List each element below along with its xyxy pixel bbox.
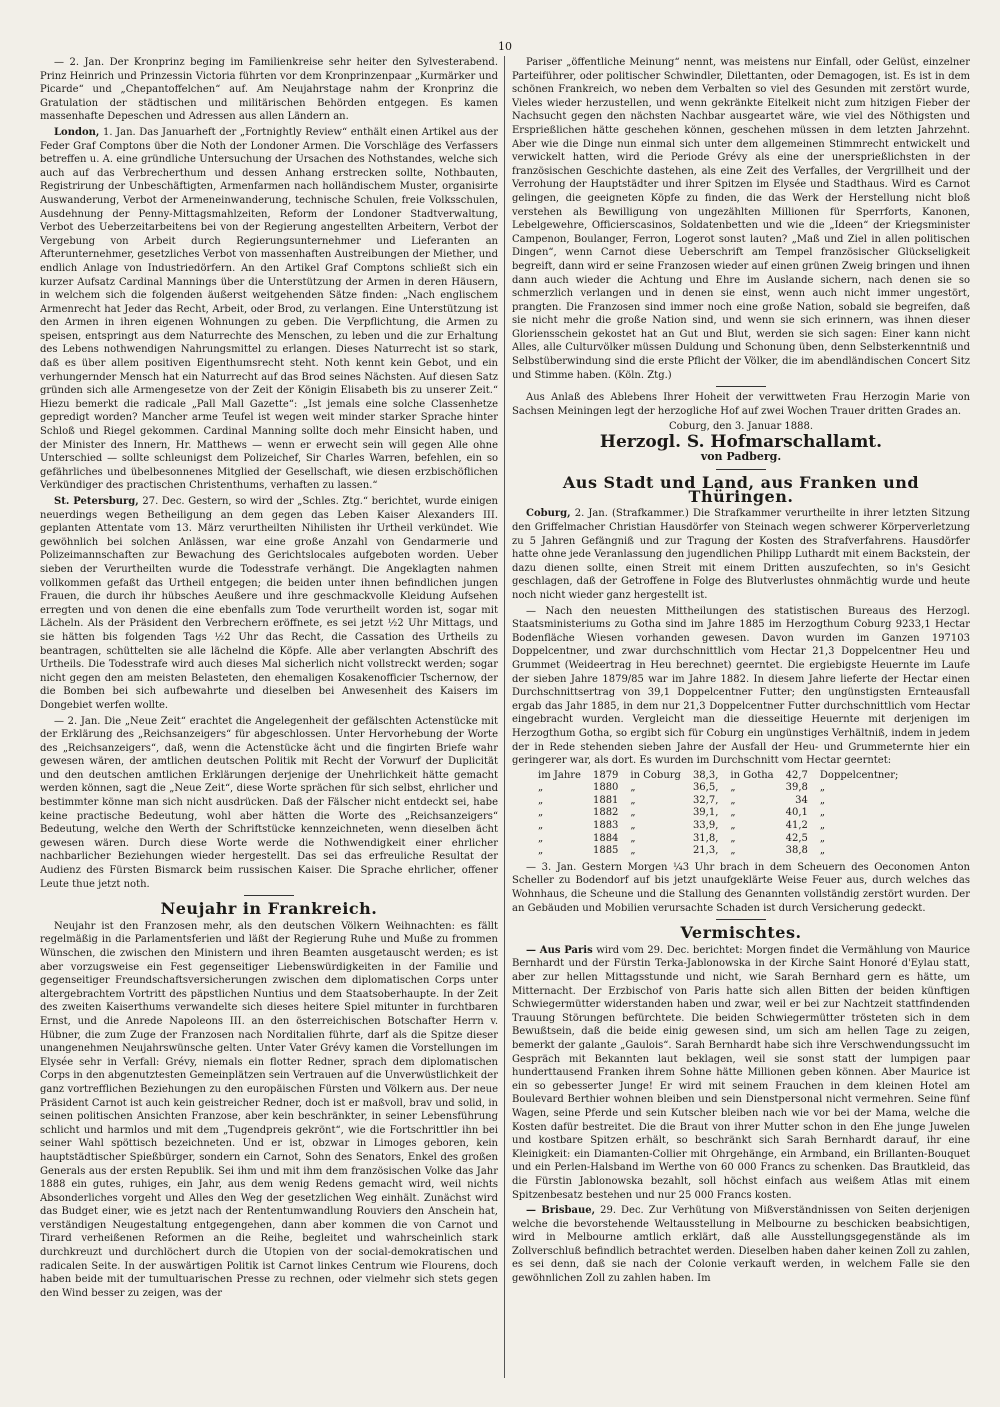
table-cell: 21,3, bbox=[692, 845, 719, 857]
section-heading-vermischtes: Vermischtes. bbox=[680, 923, 802, 943]
table-cell: 1880 bbox=[592, 782, 619, 794]
article-fire: — 3. Jan. Gestern Morgen ¼3 Uhr brach in dem Scheuern des Oeconomen Anton Scheller zu Bodendorf auf bis jetzt unaufgeklärte Weise Feuer aus, durch welches das Wohnhaus, die Scheune und die Stallung des Genannten vollständig zerstört wurden. Der an Gebäuden und Mobilien verursachte Schaden ist durch Versicherung gedeckt. bbox=[512, 861, 970, 914]
table-cell: 1879 bbox=[592, 769, 619, 781]
article-kronprinz: — 2. Jan. Der Kronprinz beging im Familienkreise sehr heiter den Sylvesterabend. Prinz Heinrich und Prinzessin Victoria führten vor dem Kronprinzenpaar „Kurmärker und Picarde“ und „Chepantoffelchen“ auf. Am Neujahrstage nahm der Kronprinz die Gratulation der städtischen und militärischen Behörden entgegen. Es kamen massenhafte Depeschen und Adressen aus allen Ländern an. bbox=[40, 57, 498, 123]
table-cell: „ bbox=[730, 782, 736, 794]
table-cell: 40,1 bbox=[785, 807, 808, 819]
notice-signature-name: von Padberg. bbox=[700, 449, 782, 463]
table-cell: 1885 bbox=[592, 845, 619, 857]
table-cell: „ bbox=[730, 794, 736, 806]
dateline-petersburg: St. Petersburg, bbox=[54, 496, 139, 507]
table-cell: „ bbox=[819, 807, 826, 819]
table-cell: „ bbox=[730, 807, 736, 819]
table-cell: „ bbox=[819, 794, 826, 806]
article-coburg bbox=[512, 507, 970, 602]
dateline-brisbane: — Brisbaue, bbox=[526, 1205, 596, 1217]
table-cell: Doppelcentner; bbox=[819, 769, 899, 781]
dateline-paris: — Aus Paris bbox=[526, 944, 593, 956]
article-neue-zeit: — 2. Jan. Die „Neue Zeit“ erachtet die Angelegenheit der gefälschten Actenstücke mit der Erklärung des „Reichsanzeigers“ für abgeschlossen. Unter Hervorhebung der Worte des „Reichsanzeigers“, daß, wenn die Actenstücke ächt und die fingirten Briefe wahr gewesen wären, der amtlichen deutschen Politik mit Recht der Vorwurf der Duplicität und den deutschen amtlichen Erklärungen derjenige der Unehrlichkeit hätte gemacht werden können, sagt die „Neue Zeit“, diese Worte sprächen für sich selbst, ehrlicher und bestimmter könne man sich nicht ausdrücken. Daß der Fälscher nicht entdeckt sei, habe keine practische Bedeutung, wohl aber hätten die Worte des „Reichsanzeigers“ Bedeutung, welche den Werth der Schriftstücke kennzeichneten, wenn dieselben ächt gewesen wären. Durch diese Worte werde die Nothwendigkeit einer ehrlicher nachbarlicher Beziehungen wieder hergestellt. Das sei das erfreuliche Resultat der Audienz des Fürsten Bismarck beim russischen Kaiser. Die Sprache ehrlicher, offener Leute thue jetzt noth. bbox=[40, 715, 498, 890]
table-cell: „ bbox=[538, 807, 544, 819]
table-cell: 42,7 bbox=[785, 769, 808, 781]
article-london bbox=[40, 126, 498, 493]
table-cell: „ bbox=[538, 794, 544, 806]
table-cell: 32,7, bbox=[692, 794, 719, 806]
section-heading-neujahr: Neujahr in Frankreich. bbox=[160, 899, 378, 919]
table-cell: „ bbox=[630, 832, 636, 844]
column-rule bbox=[504, 56, 505, 1378]
article-heuernte: — Nach den neuesten Mittheilungen des statistischen Bureaus des Herzogl. Staatsministeriums zu Gotha sind im Jahre 1885 im Herzogthum Coburg 9233,1 Hectar Bodenfläche Wiesen vorhanden gewesen. Davon wurden im Ganzen 197103 Doppelcentner, und zwar durchschnittlich vom Hectar 21,3 Doppelcentner Heu und Grummet (Weideertrag in Heu berechnet) geerntet. Die ergiebigste Heuernte im Laufe der sieben Jahre 1879/85 war im Jahre 1882. In diesem Jahre lieferte der Hectar einen Durchschnittsertrag von 39,1 Doppelcentner Futter; den ungünstigsten Ernteausfall ergab das Jahr 1885, in dem nur 21,3 Doppelcentner Futter durchschnittlich vom Hectar eingebracht wurden. Vergleicht man die diesseitige Heuernte mit derjenigen im Herzogthum Gotha, so ergibt sich für Coburg ein ungünstiges Verhältniß, indem in jedem der in Rede stehenden sieben Jahre der Ausfall der Heu- und Grummeternte hier ein geringerer war, als dort. Es wurden im Durchschnitt vom Hectar geerntet: bbox=[512, 605, 970, 767]
notice-mourning: Aus Anlaß des Ablebens Ihrer Hoheit der verwittweten Frau Herzogin Marie von Sachsen Meiningen legt der herzogliche Hof auf zwei Wochen Trauer dritten Grades an. bbox=[512, 392, 970, 417]
table-cell: „ bbox=[819, 845, 826, 857]
dateline-london: London, bbox=[54, 126, 100, 138]
table-cell: 1883 bbox=[592, 820, 619, 832]
table-cell: „ bbox=[538, 820, 544, 832]
table-cell: 1884 bbox=[592, 832, 619, 844]
table-cell: „ bbox=[538, 845, 544, 857]
table-cell: 34 bbox=[795, 794, 808, 806]
table-row bbox=[532, 770, 904, 783]
table-cell: „ bbox=[630, 807, 636, 819]
article-brisbane bbox=[512, 1204, 970, 1286]
table-cell: 1881 bbox=[592, 794, 619, 806]
table-cell: 38,3, bbox=[692, 769, 719, 781]
article-petersburg-text: 27. Dec. Gestern, so wird der „Schles. Ztg.“ berichtet, wurde einigen neuerdings wegen Betheiligung an dem gegen das Leben Kaiser Alexanders III. geplanten Attentate vom 13. März verurtheilten Nihilisten ihr Urtheil verkündet. Wie gewöhnlich bei solchen Anlässen, war eine große Anzahl von Gendarmerie und Polizeimannschaften zur Bewachung des Gerichtslocales aufgeboten worden. Ueber sieben der Verurtheilten wurde die Todesstrafe verhängt. Die Angeklagten nahmen vollkommen gefaßt das Urtheil entgegen; die beiden unter ihnen befindlichen jungen Frauen, die durch ihr hübsches Aeußere und ihre geschmackvolle Kleidung Aufsehen erregten und von denen die eine ebenfalls zum Tode verurtheilt worden ist, sogar mit Lächeln. Als der Präsident den Verbrechern eröffnete, es sei jetzt ½2 Uhr Mittags, und sie hätten bis folgenden Tags ½2 Uhr das Recht, die Cassation des Urtheils zu beantragen, schüttelten sie alle lächelnd die Köpfe. Alle aber verlangten Abschrift des Urtheils. Die Todesstrafe wird auch dieses Mal sicherlich nicht vollstreckt werden; sogar nicht gegen den am meisten Belasteten, den ehemaligen Kosakenofficier Tschernow, der die Bomben bei sich aufbewahrte und dieselben bei Anwesenheit des Kaisers im Dongebiet werfen wollte. bbox=[40, 496, 498, 711]
table-cell: „ bbox=[630, 794, 636, 806]
table-cell: „ bbox=[730, 820, 736, 832]
table-cell: „ bbox=[538, 832, 544, 844]
article-paris bbox=[512, 944, 970, 1202]
table-row bbox=[532, 782, 904, 795]
table-cell: „ bbox=[819, 832, 826, 844]
table-row bbox=[532, 845, 904, 858]
table-cell: 1882 bbox=[592, 807, 619, 819]
table-cell: „ bbox=[538, 782, 544, 794]
table-cell: 33,9, bbox=[692, 820, 719, 832]
table-cell: 41,2 bbox=[785, 820, 808, 832]
left-column bbox=[40, 56, 498, 1378]
table-cell: „ bbox=[819, 782, 826, 794]
table-cell: „ bbox=[730, 845, 736, 857]
table-cell: „ bbox=[730, 832, 736, 844]
table-row bbox=[532, 807, 904, 820]
table-cell: „ bbox=[630, 845, 636, 857]
table-row bbox=[532, 795, 904, 808]
notice-signature: Herzogl. S. Hofmarschallamt. bbox=[599, 432, 883, 453]
article-neujahr: Neujahr ist den Franzosen mehr, als den deutschen Völkern Weihnachten: es fällt regelmäßig in die Parlamentsferien und läßt der Regierung Ruhe und Muße zu frommen Wünschen, die zwischen den Ministern und ihren Beamten ausgetauscht werden; es ist aber vorzugsweise ein Fest gegenseitiger Liebenswürdigkeiten in der Familie und gegenseitiger Freundschaftsversicherungen zwischen dem diplomatischen Corps unter altergebrachtem Vortritt des päpstlichen Nuntius und dem Staatsoberhaupte. In der Zeit des zweiten Kaiserthums verwandelte sich dieses heitere Spiel mitunter in furchtbaren Ernst, und die Anrede Napoleons III. an den österreichischen Botschafter Herrn v. Hübner, die zum Zuge der Franzosen nach Norditalien führte, darf als die Spitze dieser unangenehmen Neujahrswünsche gelten. Unter Vater Grévy kamen die Vorstellungen im Elysée sehr in Verfall: Grévy, niemals ein flotter Redner, sprach dem diplomatischen Corps in den abgenutztesten Gemeinplätzen sein Vertrauen auf die Unverwüstlichkeit der ganz vortrefflichen Beziehungen zu den europäischen Fürsten und Völkern aus. Der neue Präsident Carnot ist auch kein geistreicher Redner, doch ist er maßvoll, brav und solid, in seinen politischen Ansichten Franzose, aber kein beschränkter, in seiner Lebensführung schlicht und harmlos und mit dem „Tugendpreis gekrönt“, wie die Fortschrittler ihn bei seiner Wahl spöttisch bezeichneten. Und er ist, obzwar in Limoges geboren, kein hauptstädtischer Spießbürger, sondern ein Carnot, Sohn des Senators, Enkel des großen Generals aus der ersten Republik. Sei ihm und mit ihm dem französischen Volke das Jahr 1888 ein gutes, ruhiges, ein Jahr, aus dem wenig Redens gemacht wird, weil nichts Absonderliches vorgeht und Alles den Weg der gesetzlichen Weg einhält. Zunächst wird das Budget einer, wie es jetzt nach der Rententumwandlung Rouviers den Anschein hat, verständigen Neugestaltung entgegengehen, dann aber kommen die von Carnot und Tirard verheißenen Reformen an die Reihe, begleitet und wahrscheinlich stark durchkreuzt und durchlöchert durch die Utopien von der social-demokratischen und radicalen Seite. In der auswärtigen Politik ist Carnot linkes Centrum wie Flourens, doch haben beide mit der tumultuarischen Presse zu rechnen, oder vielmehr sich stets gegen den Wind besser zu zeigen, was der bbox=[40, 920, 498, 1299]
table-cell: in Gotha bbox=[730, 769, 774, 781]
table-cell: im Jahre bbox=[538, 769, 581, 781]
table-cell: „ bbox=[630, 782, 636, 794]
divider bbox=[716, 469, 766, 470]
article-petersburg bbox=[40, 495, 498, 713]
table-cell: 39,8 bbox=[785, 782, 808, 794]
table-cell: 36,5, bbox=[692, 782, 719, 794]
table-cell: 39,1, bbox=[692, 807, 719, 819]
article-brisbane-text: 29. Dec. Zur Verhütung von Mißverständnissen von Seiten derjenigen welche die bevorstehende Weltausstellung in Melbourne zu beschicken beabsichtigen, wird in Melbourne amtlich erklärt, daß alle Ausstellungsgegenstände als im Zollverschluß befindlich betrachtet werden. Dieselben haben daher keinen Zoll zu zahlen, es sei denn, daß sie nach der Colonie verkauft werden, in welchem Falle sie den gewöhnlichen Zoll zu zahlen haben. Im bbox=[512, 1205, 970, 1285]
table-cell: „ bbox=[819, 820, 826, 832]
table-cell: 42,5 bbox=[785, 832, 808, 844]
article-neujahr-continued: Pariser „öffentliche Meinung“ nennt, was meistens nur Einfall, oder Gelüst, einzelner Parteiführer, oder politischer Schwindler, Dilettanten, oder Demagogen, ist. Es ist in dem schönen Frankreich, wo neben dem Verbalten so viel des Gesunden mit zerstört wurde, Vieles wieder herzustellen, und wenn gekränkte Eitelkeit nicht zum hitzigen Fieber der Nachsucht gegen den nächsten Nachbar ausgeartet wäre, wie viel des Nöthigsten und Ersprießlichen hätte geschehen können, geschehen müssen in dem letzten Jahrzehnt. Aber wie die Dinge nun einmal sich unter dem allgemeinen Stimmrecht entwickelt und verwickelt hatten, wird die Periode Grévy als eine der unersprießlichsten in der französischen Geschichte dastehen, als eine Zeit des Verfalles, der Vergrillheit und der Verrohung der Hauptstädter und ihrer Spitzen im Elysée und Stadthaus. Wird es Carnot gelingen, die geeigneten Köpfe zu finden, die das Werk der Herstellung nicht bloß verstehen als Bewilligung von ungezählten Millionen für Sperrforts, Kanonen, Lebelgewehre, Officierscasinos, Soldatenbetten und wie die „Ideen“ der Kriegsminister Campenon, Boulanger, Ferron, Logerot sonst lauten? „Maß und Ziel in allen politischen Dingen“, wenn Carnot diese Ueberschrift am Tempel französischer Glückseligkeit begreift, dann wird er seine Franzosen wieder auf einen grünen Zweig bringen und ihnen dann auch wieder die Achtung und Ehre im Auslande sichern, nach denen sie so schmerzlich verlangen und in denen sie einst, wenn auch nicht immer ungestört, prangten. Die Franzosen sind immer noch eine große Nation, sobald sie begreifen, daß sie nicht mehr die große Nation sind, und wenn sie sich erinnern, was ihnen dieser Gloriensschein gekostet hat an Gut und Blut, werden sie sich sagen: Einer kann nicht Alles, alle Culturvölker müssen Duldung und Schonung üben, denn Selbsterkenntniß und Selbstüberwindung sind die erste Pflicht der Völker, die im abendländischen Concert Sitz und Stimme haben. (Köln. Ztg.) bbox=[512, 57, 970, 381]
divider bbox=[716, 919, 766, 920]
right-column bbox=[512, 56, 970, 1378]
newspaper-page bbox=[40, 40, 970, 1380]
article-paris-text: wird vom 29. Dec. berichtet: Morgen findet die Vermählung von Maurice Bernhardt und der Fürstin Terka-Jablonowska in der Kirche Saint Honoré d'Eylau statt, aber zur hellen Mittagsstunde und nicht, wie Sarah Bernhard gern es hätte, um Mitternacht. Der Erzbischof von Paris hatte sich allen Bitten der beiden künftigen Schwiegermütter widerstanden haben und zwar, weil er bei zur Nachtzeit stattfindenden Trauung Störungen befürchtete. Die beiden Schwiegermütter trösteten sich in dem Bewußtsein, daß die beide einig gewesen sind, um sich am hellen Tage zu zeigen, bemerkt der galante „Gaulois“. Sarah Bernhardt habe sich ihre Verschwendungssucht im Gespräch mit Bekannten laut beklagen, weil sie sonst statt der lumpigen paar hunderttausend Franken ihrem Sohne hätte Millionen geben können. Aber Maurice ist ein so gebesserter Junge! Er wird mit seinem Frauchen in dem kleinen Hotel am Boulevard Berthier wohnen bleiben und sein Dienstpersonal nicht vermehren. Seine fünf Wagen, seine Pferde und sein Kutscher bleiben nach wie vor bei der Mama, welche die Kosten dafür bestreitet. Die die Braut von ihrer Mutter schon in den Ehe junge Juwelen und kostbare Spitzen erhält, so beschränkt sich Sarah Bernhardt darauf, ihr eine Kleinigkeit: ein Diamanten-Collier mit Ohrgehänge, ein Armband, ein Brillanten-Bouquet und ein Perlen-Halsband im Werthe von 60 000 Francs zu schenken. Das Brautkleid, das die Fürstin Jablonowska bezahlt, soll höchst einfach aus weißem Atlas mit einem Spitzenbesatz bestehen und nur 25 000 Francs kosten. bbox=[512, 944, 970, 1201]
table-row bbox=[532, 833, 904, 846]
notice-date: Coburg, den 3. Januar 1888. bbox=[668, 421, 814, 433]
table-row bbox=[532, 820, 904, 833]
section-heading-stadt-land: Aus Stadt und Land, aus Franken und Thüringen. bbox=[562, 473, 920, 506]
table-cell: 38,8 bbox=[785, 845, 808, 857]
page-number: 10 bbox=[498, 40, 512, 53]
table-cell: 31,8, bbox=[692, 832, 719, 844]
divider bbox=[716, 386, 766, 387]
dateline-coburg: Coburg, bbox=[526, 508, 571, 520]
divider bbox=[244, 895, 294, 896]
table-cell: in Coburg bbox=[630, 769, 681, 781]
table-cell: „ bbox=[630, 820, 636, 832]
article-coburg-text: 2. Jan. (Strafkammer.) Die Strafkammer verurtheilte in ihrer letzten Sitzung den Griffelmacher Christian Hausdörfer von Steinach wegen schwerer Körperverletzung zu 5 Jahren Gefängniß und zur Tragung der Kosten des Strafverfahrens. Hausdörfer hatte ohne jede Veranlassung den jugendlichen Philipp Luthardt mit einem Backstein, der dazu dienen sollte, einen Streit mit einem Dritten auszufechten, so in's Gesicht geschlagen, daß der Getroffene in Folge des Blutverlustes ohnmächtig wurde und heute noch nicht wieder ganz hergestellt ist. bbox=[512, 508, 970, 601]
hay-harvest-table bbox=[532, 770, 904, 858]
article-london-text: 1. Jan. Das Januarheft der „Fortnightly Review“ enthält einen Artikel aus der Feder Graf Comptons über die Noth der Londoner Armen. Die Vorschläge des Verfassers betreffen u. A. eine gründliche Untersuchung der Ursachen des Nothstandes, welche sich auch auf das Verbrecherthum und dessen Anhang erstrecken sollte, Nothbauten, Registrirung der Unbeschäftigten, Armenfarmen nach holländischem Muster, organisirte Auswanderung, Verbot der Armeneinwanderung, technische Schulen, freie Volksschulen, Ausdehnung der Penny-Mittagsmahlzeiten, Reform der Londoner Stadtverwaltung, Verbot des Ueberzeitarbeitens bei von der Regierung angestellten Arbeitern, Verbot der Vergebung von Arbeit durch Regierungsunternehmer und Lieferanten an Afterunternehmer, gesetzliches Verbot von massenhaften Austreibungen der Miether, und endlich Anlage von Industriedörfern. An den Artikel Graf Comptons schließt sich ein kurzer Aufsatz Cardinal Mannings über die Unterstützung der Armen in deren Häusern, in welchem sich die folgenden äußerst weitgehenden Sätze finden: „Nach englischem Armenrecht hat Jeder das Recht, Arbeit, oder Brod, zu verlangen. Eine Unterstützung ist den Armen in ihren eigenen Wohnungen zu geben. Die Verpflichtung, die Armen zu speisen, entspringt aus dem Naturrechte des Menschen, zu leben und die zur Erhaltung des Lebens nothwendigen Nahrungsmittel zu erlangen. Dieses Naturrecht ist so stark, daß es über allem positiven Eigenthumsrecht steht. Noth kennt kein Gebot, und ein verhungernder Mensch hat ein Naturrecht auf das Brod seines Nächsten. Auf diesen Satz gründen sich alle Armengesetze von der Zeit der Königin Elisabeth bis zu unserer Zeit.“ Hiezu bemerkt die radicale „Pall Mall Gazette“: „Ist jemals eine solche Classenhetze gepredigt worden? Mancher arme Teufel ist wegen weit minder starker Sprache hinter Schloß und Riegel gekommen. Cardinal Manning sollte doch mehr Einsicht haben, und der Minister des Innern, Hr. Matthews — wenn er erwecht sein will gegen Alle ohne Unterschied — sollte schleunigst dem Polizeichef, Sir Charles Warren, befehlen, ein so gefährliches und übelbesonnenes Mitglied der Gesellschaft, wie diesen erzbischöflichen Verkündiger des practischen Christenthums, verhaften zu lassen.“ bbox=[40, 126, 498, 492]
